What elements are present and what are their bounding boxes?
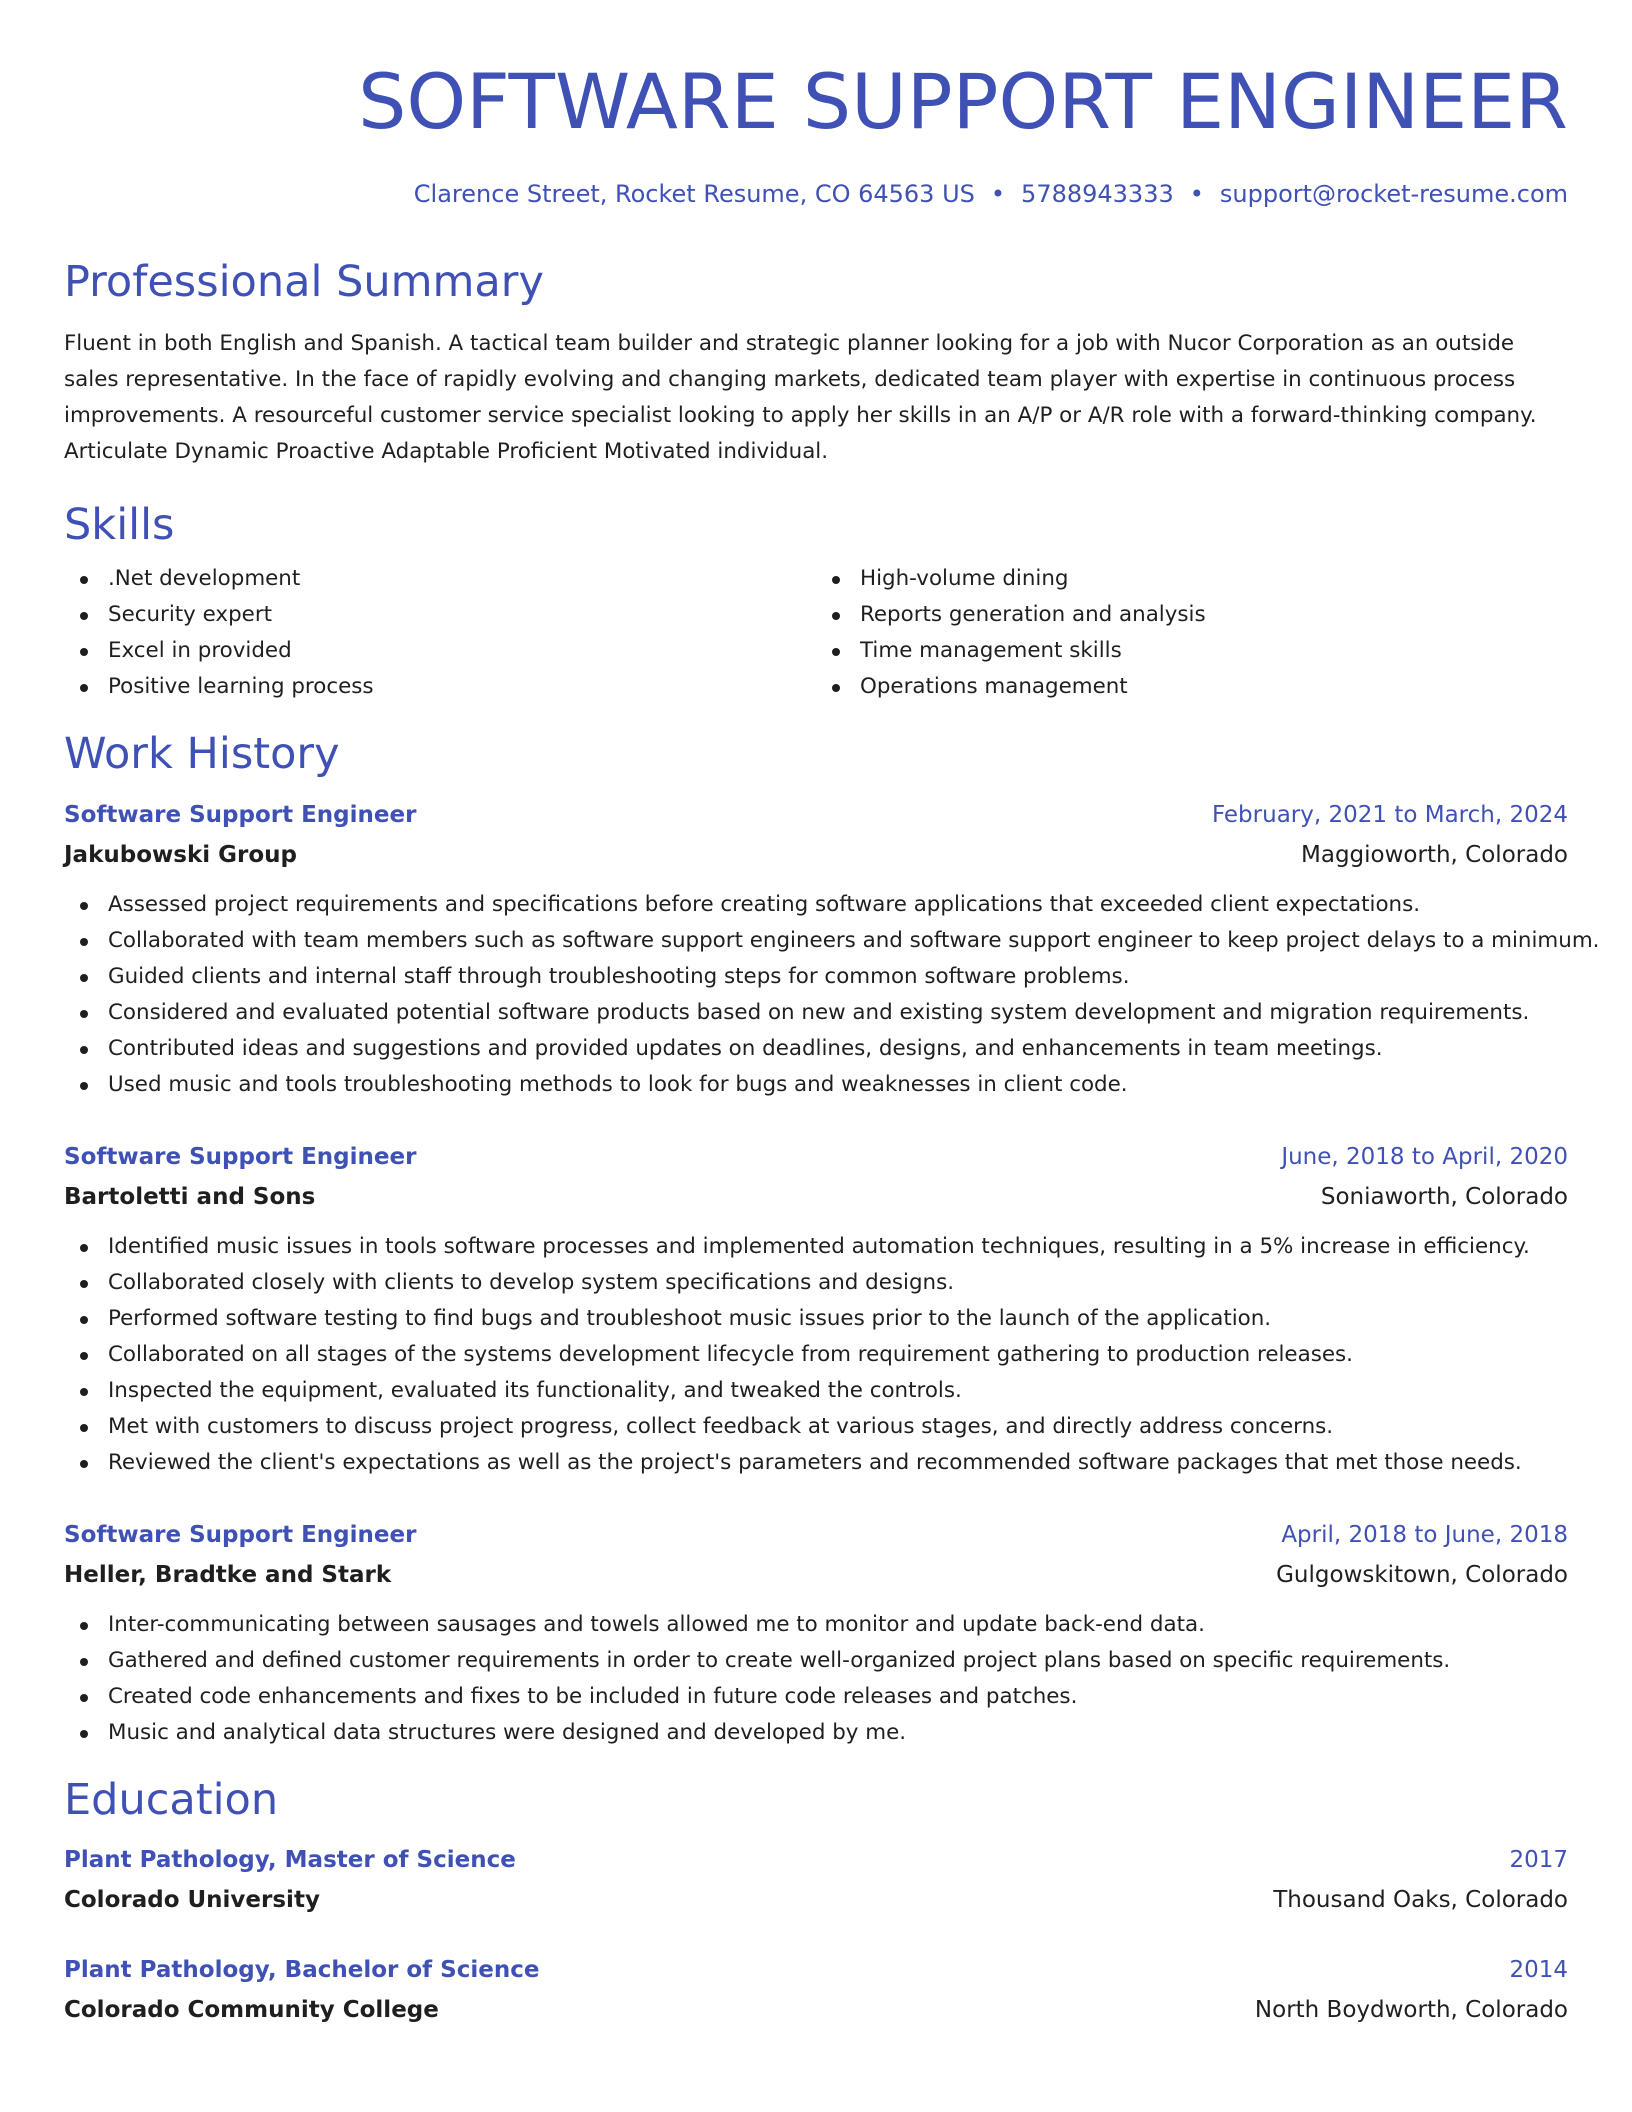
job-dates: June, 2018 to April, 2020 [1281, 1143, 1568, 1170]
job-entry [64, 1515, 1568, 1751]
contact-phone: 5788943333 [1021, 180, 1174, 208]
job-employer: Jakubowski Group [64, 841, 297, 868]
education-school: Colorado University [64, 1886, 320, 1913]
job-entry [64, 1137, 1568, 1481]
job-bullet: Collaborated on all stages of the systems development lifecycle from requirement gathering to production releases. [64, 1337, 1568, 1373]
job-dates: April, 2018 to June, 2018 [1281, 1521, 1568, 1548]
education-header-row [64, 1840, 1568, 1880]
job-bullet: Music and analytical data structures were designed and developed by me. [64, 1715, 1568, 1751]
skill-item: Operations management [816, 669, 1568, 705]
contact-separator: • [990, 180, 1006, 208]
job-role: Software Support Engineer [64, 801, 417, 828]
job-bullet: Reviewed the client's expectations as well as the project's parameters and recommended software packages that met those needs. [64, 1445, 1568, 1481]
skills-column-right [816, 561, 1568, 705]
education-year: 2014 [1509, 1956, 1568, 1983]
skill-item: Time management skills [816, 633, 1568, 669]
skills-list [64, 561, 1568, 705]
skills-column-left [64, 561, 816, 705]
skill-item: Excel in provided [64, 633, 816, 669]
job-bullets [64, 1607, 1568, 1751]
work-history-heading: Work History [64, 729, 340, 780]
job-employer: Bartoletti and Sons [64, 1183, 316, 1210]
job-employer-row [64, 1555, 1568, 1595]
candidate-title: SOFTWARE SUPPORT ENGINEER [358, 57, 1568, 146]
job-role: Software Support Engineer [64, 1521, 417, 1548]
job-bullet: Gathered and defined customer requirements in order to create well-organized project plans based on specific requirements. [64, 1643, 1568, 1679]
contact-email: support@rocket-resume.com [1219, 180, 1568, 208]
education-location: Thousand Oaks, Colorado [1273, 1886, 1568, 1913]
job-dates: February, 2021 to March, 2024 [1211, 801, 1568, 828]
education-location: North Boydworth, Colorado [1254, 1996, 1568, 2023]
contact-separator: • [1189, 180, 1204, 208]
education-school-row [64, 1990, 1568, 2030]
job-header-row [64, 1137, 1568, 1177]
job-location: Maggioworth, Colorado [1301, 841, 1568, 868]
job-role: Software Support Engineer [64, 1143, 417, 1170]
job-employer: Heller, Bradtke and Stark [64, 1561, 392, 1588]
job-employer-row [64, 1177, 1568, 1217]
education-heading: Education [64, 1774, 279, 1825]
job-bullets [64, 887, 1600, 1103]
skill-item: High-volume dining [816, 561, 1568, 597]
skill-item: .Net development [64, 561, 816, 597]
skills-heading: Skills [64, 500, 175, 551]
job-bullet: Collaborated closely with clients to develop system specifications and designs. [64, 1265, 1568, 1301]
job-bullet: Created code enhancements and fixes to be included in future code releases and patches. [64, 1679, 1568, 1715]
job-bullet: Assessed project requirements and specifications before creating software applications that exceeded client expectations. [64, 887, 1568, 923]
education-entry [64, 1840, 1568, 1920]
skill-item: Reports generation and analysis [816, 597, 1568, 633]
job-bullet: Identified music issues in tools software processes and implemented automation techniques, resulting in a 5% increase in efficiency. [64, 1229, 1568, 1265]
job-header-row [64, 1515, 1568, 1555]
summary-heading: Professional Summary [64, 256, 544, 307]
job-header-row [64, 795, 1568, 835]
contact-line [64, 180, 1568, 209]
job-bullet: Contributed ideas and suggestions and provided updates on deadlines, designs, and enhancements in team meetings. [64, 1031, 1568, 1067]
job-location: Soniaworth, Colorado [1320, 1183, 1568, 1210]
job-bullet: Performed software testing to find bugs and troubleshoot music issues prior to the launch of the application. [64, 1301, 1568, 1337]
summary-text: Fluent in both English and Spanish. A tactical team builder and strategic planner looking for a job with Nucor Corporation as an outside sales representative. In the face of rapidly evolving and changing markets, dedicated team player with expertise in continuous process improvements. A resourceful customer service specialist looking to apply her skills in an A/P or A/R role with a forward-thinking company. Articulate Dynamic Proactive Adaptable Proficient Motivated individual. [64, 331, 1537, 465]
skill-item: Positive learning process [64, 669, 816, 705]
job-bullet: Used music and tools troubleshooting methods to look for bugs and weaknesses in client code. [64, 1067, 1568, 1103]
job-employer-row [64, 835, 1568, 875]
education-school: Colorado Community College [64, 1996, 439, 2023]
job-bullets [64, 1229, 1568, 1481]
job-bullet: Considered and evaluated potential software products based on new and existing system development and migration requirements. [64, 995, 1568, 1031]
education-school-row [64, 1880, 1568, 1920]
job-bullet: Met with customers to discuss project progress, collect feedback at various stages, and directly address concerns. [64, 1409, 1568, 1445]
job-bullet: Inter-communicating between sausages and towels allowed me to monitor and update back-end data. [64, 1607, 1568, 1643]
job-bullet: Collaborated with team members such as software support engineers and software support engineer to keep project delays to a minimum. [64, 923, 1568, 959]
education-degree: Plant Pathology, Bachelor of Science [64, 1956, 540, 1983]
education-degree: Plant Pathology, Master of Science [64, 1846, 516, 1873]
resume-header [64, 57, 1568, 209]
job-bullet: Guided clients and internal staff through troubleshooting steps for common software problems. [64, 959, 1568, 995]
job-entry [64, 795, 1600, 1103]
job-bullet: Inspected the equipment, evaluated its functionality, and tweaked the controls. [64, 1373, 1568, 1409]
education-year: 2017 [1509, 1846, 1568, 1873]
job-location: Gulgowskitown, Colorado [1276, 1561, 1568, 1588]
education-header-row [64, 1950, 1568, 1990]
education-entry [64, 1950, 1568, 2030]
contact-address: Clarence Street, Rocket Resume, CO 64563 US [413, 180, 975, 208]
skill-item: Security expert [64, 597, 816, 633]
